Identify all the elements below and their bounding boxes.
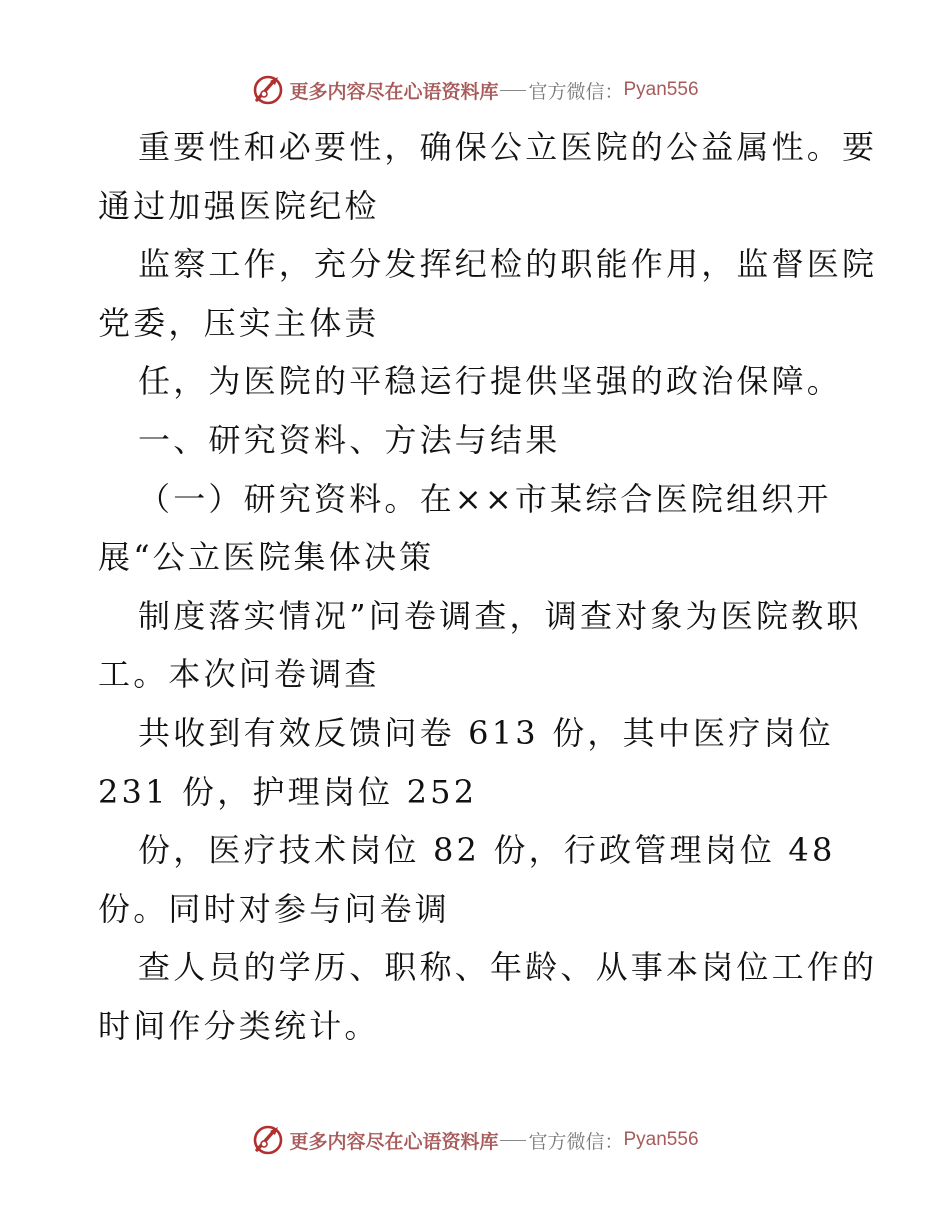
- text-line: 查人员的学历、职称、年龄、从事本岗位工作的: [138, 948, 878, 987]
- text-line: 展“公立医院集体决策: [98, 538, 435, 577]
- footer-watermark: [0, 1120, 950, 1160]
- text-line: 通过加强医院纪检: [98, 186, 380, 225]
- watermark-sub: 官方微信：: [528, 80, 624, 103]
- watermark-sub: 官方微信：: [528, 1130, 624, 1153]
- text-line: 份，医疗技术岗位 82 份，行政管理岗位 48: [138, 831, 836, 870]
- watermark-text: 更多内容尽在心语资料库: [289, 80, 499, 103]
- watermark-text: 更多内容尽在心语资料库: [289, 1130, 499, 1153]
- text-line: （一）研究资料。在××市某综合医院组织开: [138, 479, 832, 518]
- text-line: 任，为医院的平稳运行提供坚强的政治保障。: [138, 362, 843, 401]
- text-line: 工。本次问卷调查: [98, 655, 380, 694]
- text-line: 制度落实情况”问卷调查，调查对象为医院教职: [138, 596, 862, 635]
- text-line: 时间作分类统计。: [98, 1006, 380, 1045]
- text-line: 份。同时对参与问卷调: [98, 889, 451, 928]
- header-watermark: [0, 70, 950, 110]
- section-heading: 一、研究资料、方法与结果: [138, 420, 561, 459]
- text-line: 党委，压实主体责: [98, 303, 380, 342]
- text-line: 共收到有效反馈问卷 613 份，其中医疗岗位: [138, 713, 834, 752]
- document-body: [98, 118, 878, 1056]
- watermark-id: Pyan556: [623, 79, 699, 100]
- watermark-id: Pyan556: [623, 1129, 699, 1150]
- text-line: 监察工作，充分发挥纪检的职能作用，监督医院: [138, 245, 878, 284]
- watermark-dash: [500, 1140, 526, 1141]
- text-line: 重要性和必要性，确保公立医院的公益属性。要: [138, 128, 878, 166]
- watermark-dash: [500, 90, 526, 91]
- pen-logo-icon: [251, 73, 285, 107]
- pen-logo-icon: [251, 1123, 285, 1157]
- text-line: 231 份，护理岗位 252: [98, 772, 478, 811]
